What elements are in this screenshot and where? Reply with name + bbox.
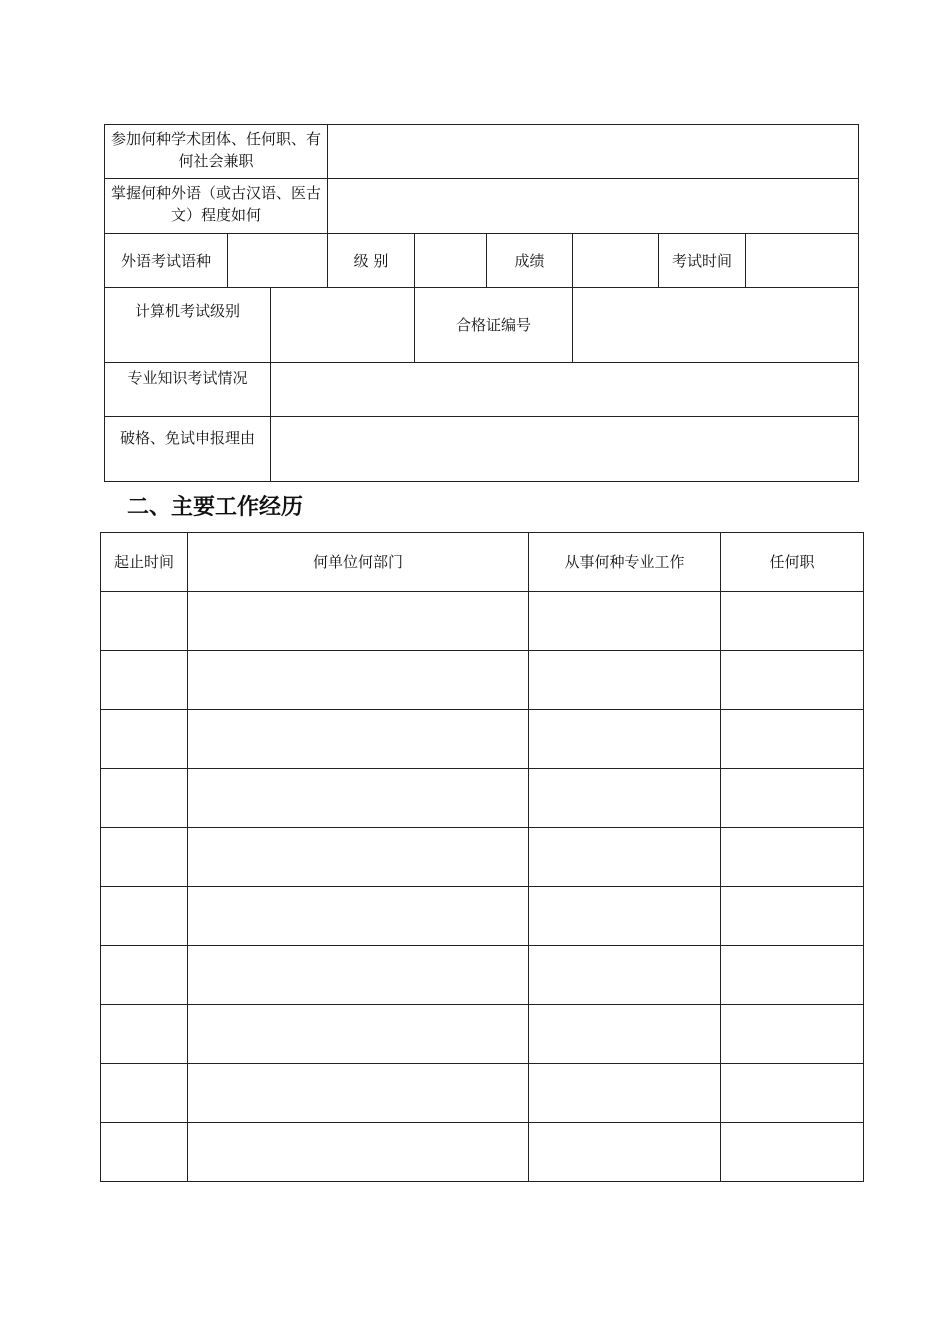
section-title-work-history: 二、主要工作经历 [127,495,304,520]
exam-language-label: 外语考试语种 [104,233,228,288]
header-position: 任何职 [720,532,864,592]
specialty-cell[interactable] [528,591,721,651]
certificate-number-label: 合格证编号 [414,287,573,363]
organization-cell[interactable] [187,945,529,1005]
organization-cell[interactable] [187,709,529,769]
period-cell[interactable] [100,945,188,1005]
exam-time-label: 考试时间 [658,233,746,288]
period-cell[interactable] [100,1063,188,1123]
level-value[interactable] [414,233,487,288]
specialty-cell[interactable] [528,1004,721,1064]
position-cell[interactable] [720,1122,864,1182]
specialty-cell[interactable] [528,945,721,1005]
certificate-number-value[interactable] [572,287,859,363]
score-value[interactable] [572,233,659,288]
organization-cell[interactable] [187,827,529,887]
header-period: 起止时间 [100,532,188,592]
specialty-cell[interactable] [528,1122,721,1182]
header-organization: 何单位何部门 [187,532,529,592]
specialty-cell[interactable] [528,886,721,946]
computer-exam-label: 计算机考试级别 [104,287,271,363]
specialty-cell[interactable] [528,650,721,710]
organization-cell[interactable] [187,768,529,828]
exemption-reason-value[interactable] [270,416,859,482]
foreign-language-label: 掌握何种外语（或古汉语、医古文）程度如何 [104,178,328,234]
specialty-cell[interactable] [528,1063,721,1123]
header-specialty: 从事何种专业工作 [528,532,721,592]
position-cell[interactable] [720,1004,864,1064]
period-cell[interactable] [100,827,188,887]
organization-cell[interactable] [187,591,529,651]
specialty-cell[interactable] [528,827,721,887]
position-cell[interactable] [720,650,864,710]
position-cell[interactable] [720,1063,864,1123]
position-cell[interactable] [720,886,864,946]
academic-groups-value[interactable] [327,124,859,179]
position-cell[interactable] [720,768,864,828]
level-label: 级 别 [327,233,415,288]
period-cell[interactable] [100,886,188,946]
position-cell[interactable] [720,827,864,887]
professional-exam-value[interactable] [270,362,859,417]
academic-groups-label: 参加何种学术团体、任何职、有何社会兼职 [104,124,328,179]
professional-exam-label: 专业知识考试情况 [104,362,271,417]
score-label: 成绩 [486,233,573,288]
period-cell[interactable] [100,768,188,828]
computer-exam-value[interactable] [270,287,415,363]
organization-cell[interactable] [187,886,529,946]
period-cell[interactable] [100,650,188,710]
position-cell[interactable] [720,945,864,1005]
foreign-language-value[interactable] [327,178,859,234]
period-cell[interactable] [100,1122,188,1182]
organization-cell[interactable] [187,1122,529,1182]
period-cell[interactable] [100,1004,188,1064]
period-cell[interactable] [100,591,188,651]
organization-cell[interactable] [187,1063,529,1123]
position-cell[interactable] [720,591,864,651]
period-cell[interactable] [100,709,188,769]
exam-language-value[interactable] [227,233,328,288]
exemption-reason-label: 破格、免试申报理由 [104,416,271,482]
specialty-cell[interactable] [528,709,721,769]
organization-cell[interactable] [187,1004,529,1064]
exam-time-value[interactable] [745,233,859,288]
specialty-cell[interactable] [528,768,721,828]
organization-cell[interactable] [187,650,529,710]
position-cell[interactable] [720,709,864,769]
